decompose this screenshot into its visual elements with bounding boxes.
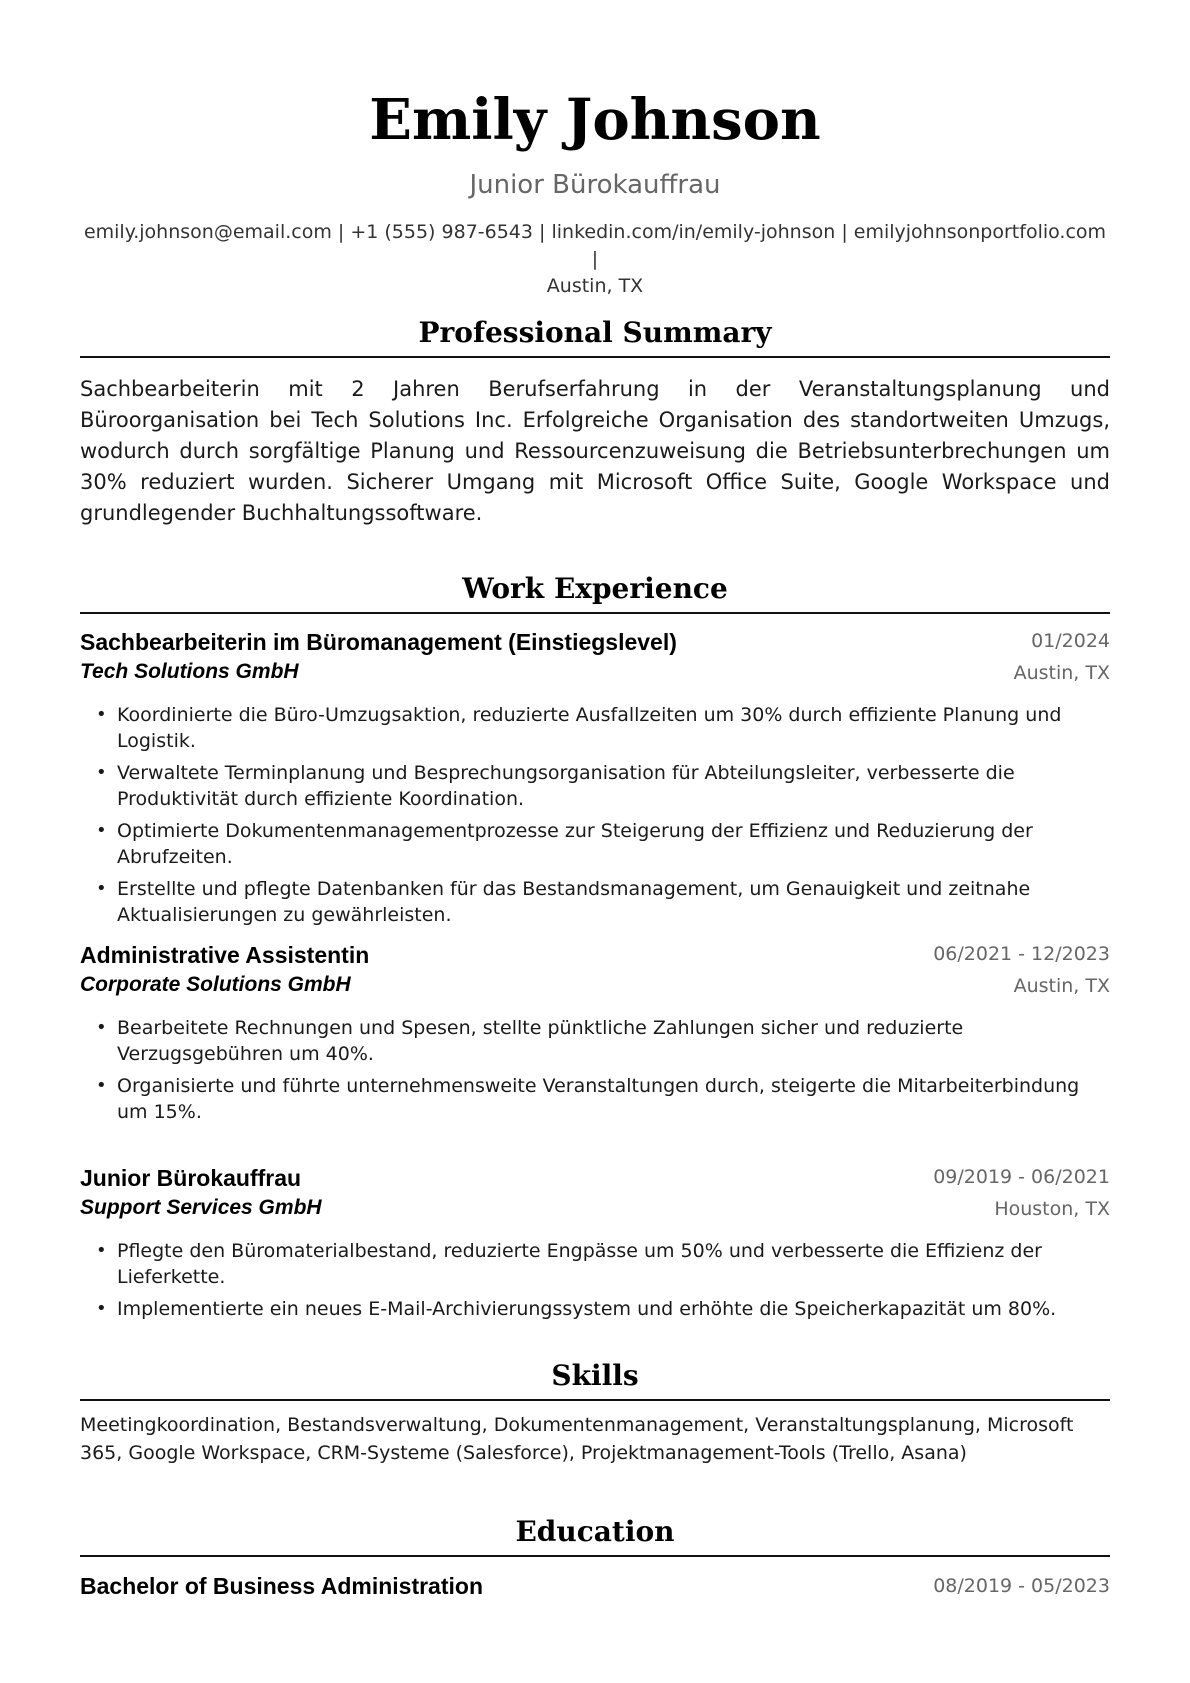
contact-line-1: emily.johnson@email.com | +1 (555) 987-6543 | linkedin.com/in/emily-johnson | emilyjohnsonportfolio.com |	[83, 221, 1107, 270]
education-degree: Bachelor of Business Administration	[80, 1573, 483, 1599]
job-date: 09/2019 - 06/2021	[933, 1166, 1110, 1188]
summary-text: Sachbearbeiterin mit 2 Jahren Berufserfahrung in der Veranstaltungsplanung und Büroorganisation bei Tech Solutions Inc. Erfolgreiche Organisation des standortweiten Umzugs, wodurch durch sorgfältige Planung und Ressourcenzuweisung die Betriebsunterbrechungen um 30% reduziert wurden. Sicherer Umgang mit Microsoft Office Suite, Google Workspace und grundlegender Buchhaltungssoftware.	[80, 377, 1110, 525]
candidate-name: Emily Johnson	[369, 87, 821, 153]
job-title: Administrative Assistentin	[80, 942, 370, 968]
job-company: Corporate Solutions GmbH	[80, 973, 351, 996]
job-title: Junior Bürokauffrau	[80, 1165, 302, 1191]
education-date: 08/2019 - 05/2023	[933, 1575, 1110, 1597]
section-divider	[80, 1555, 1110, 1557]
job-company: Support Services GmbH	[80, 1196, 322, 1219]
candidate-role: Junior Bürokauffrau	[469, 170, 721, 200]
contact-line	[80, 219, 1110, 300]
section-divider	[80, 1399, 1110, 1401]
list-item: • Erstellte und pflegte Datenbanken für das Bestandsmanagement, um Genauigkeit und zeitnahe Aktualisierungen zu gewährleisten.	[96, 878, 1031, 926]
list-item: • Implementierte ein neues E-Mail-Archivierungssystem und erhöhte die Speicherkapazität um 80%.	[96, 1298, 1057, 1320]
job-date: 01/2024	[1031, 630, 1110, 652]
section-title-skills: Skills	[551, 1359, 639, 1392]
job-title: Sachbearbeiterin im Büromanagement (Einstiegslevel)	[80, 629, 677, 655]
job-bullets	[80, 1015, 1110, 1131]
list-item: • Bearbeitete Rechnungen und Spesen, stellte pünktliche Zahlungen sicher und reduzierte Verzugsgebühren um 40%.	[96, 1017, 964, 1065]
list-item: • Verwaltete Terminplanung und Besprechungsorganisation für Abteilungsleiter, verbesserte die Produktivität durch effiziente Koordination.	[96, 762, 1015, 810]
job-date: 06/2021 - 12/2023	[933, 943, 1110, 965]
section-divider	[80, 356, 1110, 358]
job-company: Tech Solutions GmbH	[80, 660, 299, 683]
job-location: Austin, TX	[1013, 975, 1110, 997]
list-item: • Organisierte und führte unternehmensweite Veranstaltungen durch, steigerte die Mitarbeiterbindung um 15%.	[96, 1075, 1080, 1123]
section-title-education: Education	[515, 1515, 675, 1548]
job-bullets	[80, 1238, 1110, 1328]
job-location: Austin, TX	[1013, 662, 1110, 684]
list-item: • Optimierte Dokumentenmanagementprozesse zur Steigerung der Effizienz und Reduzierung der Abrufzeiten.	[96, 820, 1033, 868]
list-item: • Koordinierte die Büro-Umzugsaktion, reduzierte Ausfallzeiten um 30% durch effiziente Planung und Logistik.	[96, 704, 1062, 752]
job-location: Houston, TX	[994, 1198, 1110, 1220]
section-title-experience: Work Experience	[462, 572, 728, 605]
job-bullets	[80, 702, 1110, 934]
contact-line-2: Austin, TX	[546, 275, 644, 297]
section-divider	[80, 612, 1110, 614]
list-item: • Pflegte den Büromaterialbestand, reduzierte Engpässe um 50% und verbesserte die Effizienz der Lieferkette.	[96, 1240, 1042, 1288]
skills-text: Meetingkoordination, Bestandsverwaltung, Dokumentenmanagement, Veranstaltungsplanung, Microsoft 365, Google Workspace, CRM-Systeme (Salesforce), Projektmanagement-Tools (Trello, Asana)	[80, 1414, 1074, 1464]
section-title-summary: Professional Summary	[418, 316, 772, 349]
